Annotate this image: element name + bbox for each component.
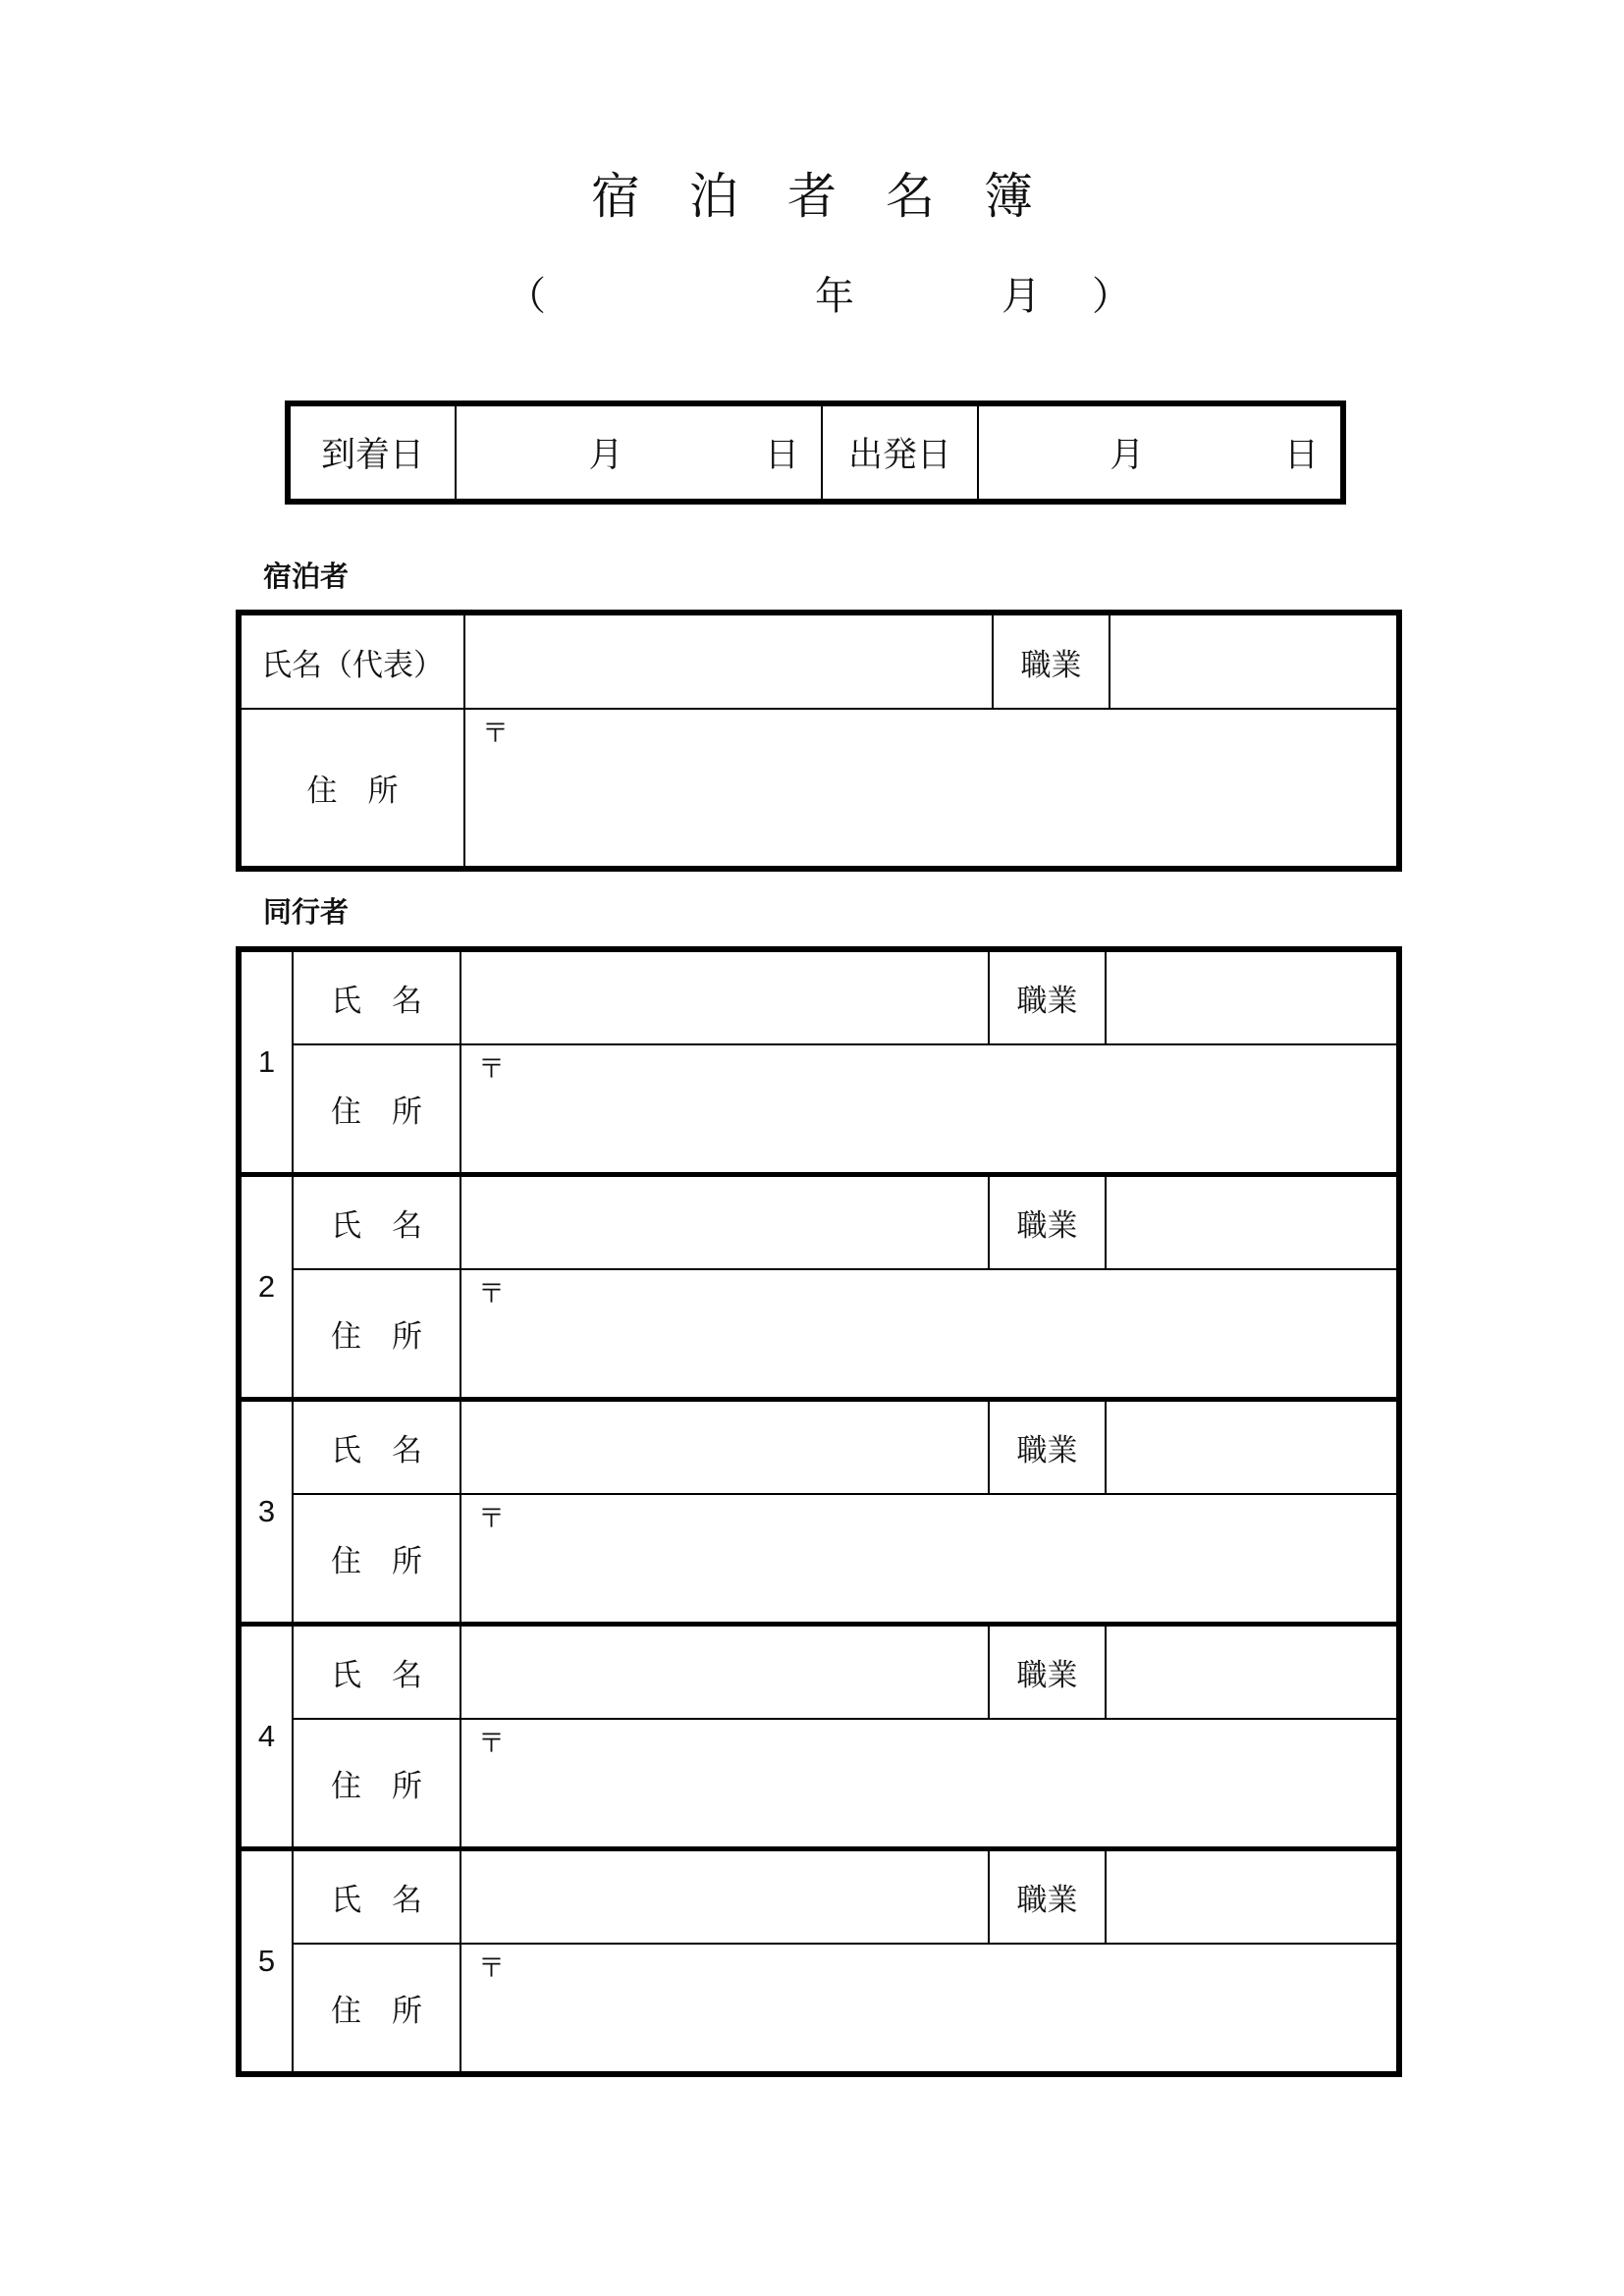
companion-name-row	[294, 952, 1396, 1045]
form-title: 宿泊者名簿	[591, 169, 1082, 224]
companion-name-label: 氏 名	[294, 1627, 461, 1718]
guest-occupation-label: 職業	[994, 615, 1110, 708]
companion-name-label: 氏 名	[294, 1851, 461, 1943]
companion-number: 4	[242, 1627, 294, 1846]
companion-address-row	[294, 1720, 1396, 1846]
companion-row	[242, 1172, 1396, 1397]
companion-address-label: 住 所	[294, 1270, 461, 1397]
guest-address-field[interactable]	[465, 710, 1396, 866]
companion-name-field[interactable]	[461, 952, 990, 1043]
companion-table	[236, 946, 1402, 2077]
guest-occupation-field[interactable]	[1110, 615, 1396, 708]
companion-row-main	[294, 1627, 1396, 1846]
postal-mark: 〒	[478, 1279, 505, 1308]
arrival-date-field[interactable]	[457, 406, 823, 499]
guest-name-label: 氏名（代表）	[242, 615, 465, 708]
companion-address-field[interactable]	[461, 1495, 1396, 1622]
companion-row	[242, 1846, 1396, 2071]
companion-name-row	[294, 1402, 1396, 1495]
postal-mark: 〒	[478, 1729, 505, 1758]
companion-occupation-field[interactable]	[1107, 1627, 1396, 1718]
companion-name-field[interactable]	[461, 1177, 990, 1268]
companion-name-label: 氏 名	[294, 952, 461, 1043]
companion-occupation-field[interactable]	[1107, 952, 1396, 1043]
companion-address-label: 住 所	[294, 1045, 461, 1172]
guest-table	[236, 610, 1402, 872]
companion-address-row	[294, 1945, 1396, 2071]
companion-row-main	[294, 1402, 1396, 1622]
companion-number: 1	[242, 952, 294, 1172]
companion-section-heading: 同行者	[263, 897, 350, 929]
guest-name-field[interactable]	[465, 615, 994, 708]
companion-address-field[interactable]	[461, 1945, 1396, 2071]
companion-name-row	[294, 1627, 1396, 1720]
departure-date-field[interactable]	[979, 406, 1340, 499]
companion-address-label: 住 所	[294, 1720, 461, 1846]
companion-row	[242, 1622, 1396, 1846]
postal-mark: 〒	[478, 1054, 505, 1084]
companion-row-main	[294, 1851, 1396, 2071]
departure-date-label: 出発日	[823, 406, 979, 499]
year-label: 年	[815, 275, 854, 318]
companion-address-label: 住 所	[294, 1945, 461, 2071]
companion-occupation-label: 職業	[990, 1177, 1107, 1268]
postal-mark: 〒	[478, 1953, 505, 1983]
companion-number: 3	[242, 1402, 294, 1622]
month-label: 月	[1001, 275, 1041, 318]
companion-name-field[interactable]	[461, 1402, 990, 1493]
open-paren: （	[507, 275, 546, 318]
companion-name-field[interactable]	[461, 1851, 990, 1943]
companion-address-field[interactable]	[461, 1045, 1396, 1172]
companion-address-row	[294, 1045, 1396, 1172]
companion-address-row	[294, 1270, 1396, 1397]
companion-number: 2	[242, 1177, 294, 1397]
companion-occupation-field[interactable]	[1107, 1851, 1396, 1943]
arrival-day-label: 日	[764, 436, 799, 474]
companion-occupation-label: 職業	[990, 1402, 1107, 1493]
guest-section-heading: 宿泊者	[263, 561, 350, 593]
companion-address-field[interactable]	[461, 1720, 1396, 1846]
departure-day-label: 日	[1283, 436, 1319, 474]
arrival-date-label: 到着日	[291, 406, 457, 499]
guest-address-row	[242, 710, 1396, 866]
companion-occupation-label: 職業	[990, 1627, 1107, 1718]
guest-address-label: 住 所	[242, 710, 465, 866]
companion-row	[242, 952, 1396, 1172]
companion-address-row	[294, 1495, 1396, 1622]
companion-name-label: 氏 名	[294, 1402, 461, 1493]
close-paren: ）	[1092, 275, 1131, 318]
companion-row	[242, 1397, 1396, 1622]
companion-name-row	[294, 1851, 1396, 1945]
companion-row-main	[294, 952, 1396, 1172]
companion-address-field[interactable]	[461, 1270, 1396, 1397]
companion-occupation-label: 職業	[990, 952, 1107, 1043]
year-month-line	[0, 269, 1624, 328]
companion-name-field[interactable]	[461, 1627, 990, 1718]
arrival-month-label: 月	[588, 436, 623, 474]
postal-mark: 〒	[478, 1504, 505, 1533]
stay-dates-table	[285, 400, 1346, 505]
companion-number: 5	[242, 1851, 294, 2071]
companion-row-main	[294, 1177, 1396, 1397]
companion-name-row	[294, 1177, 1396, 1270]
companion-occupation-label: 職業	[990, 1851, 1107, 1943]
companion-address-label: 住 所	[294, 1495, 461, 1622]
companion-name-label: 氏 名	[294, 1177, 461, 1268]
companion-occupation-field[interactable]	[1107, 1402, 1396, 1493]
postal-mark: 〒	[482, 719, 509, 748]
guest-name-row	[242, 615, 1396, 710]
departure-month-label: 月	[1110, 436, 1145, 474]
companion-occupation-field[interactable]	[1107, 1177, 1396, 1268]
